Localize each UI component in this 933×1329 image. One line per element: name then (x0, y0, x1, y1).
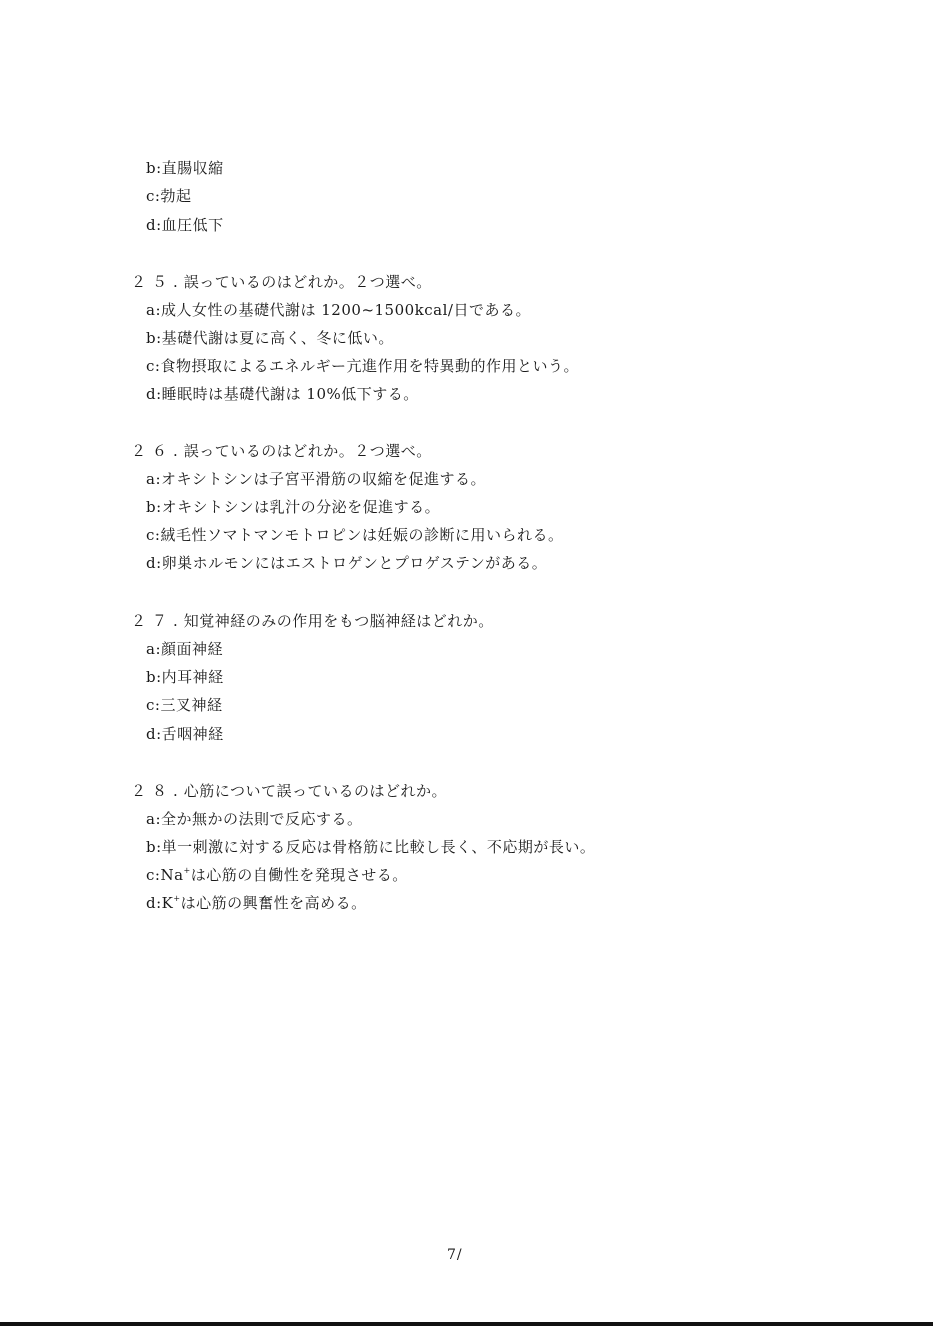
q25-option-b: b:基礎代謝は夏に高く、冬に低い。 (146, 329, 394, 347)
question-27 (131, 611, 494, 631)
question-number: ２８. (131, 782, 184, 800)
option-rest: は心筋の興奮性を高める。 (180, 894, 367, 912)
question-number: ２７. (131, 612, 184, 630)
question-26 (131, 441, 432, 461)
q28-option-b: b:単一刺激に対する反応は骨格筋に比較し長く、不応期が長い。 (146, 838, 596, 856)
option-prefix: c:Na (146, 866, 184, 884)
q24-option-d: d:血圧低下 (146, 216, 224, 234)
question-25 (131, 272, 432, 292)
option-rest: は心筋の自働性を発現させる。 (190, 866, 408, 884)
q27-option-a: a:顔面神経 (146, 640, 223, 658)
question-text: 誤っているのはどれか。２つ選べ。 (183, 442, 432, 460)
q24-option-c: c:勃起 (146, 187, 192, 205)
option-prefix: d:K (146, 894, 174, 912)
question-number: ２５. (131, 273, 184, 291)
question-number: ２６. (131, 442, 184, 460)
page-number: 7/ (447, 1247, 463, 1263)
q26-option-b: b:オキシトシンは乳汁の分泌を促進する。 (146, 498, 441, 516)
q25-option-d: d:睡眠時は基礎代謝は 10%低下する。 (146, 385, 419, 403)
q26-option-d: d:卵巣ホルモンにはエストロゲンとプロゲステンがある。 (146, 554, 548, 572)
superscript-plus: + (173, 894, 181, 903)
q28-option-a: a:全か無かの法則で反応する。 (146, 810, 363, 828)
q26-option-c: c:絨毛性ソマトマンモトロピンは妊娠の診断に用いられる。 (146, 526, 564, 544)
q24-option-b: b:直腸収縮 (146, 159, 224, 177)
scan-bottom-edge (0, 1322, 933, 1326)
q28-option-d (146, 893, 367, 913)
q27-option-b: b:内耳神経 (146, 668, 224, 686)
question-text: 知覚神経のみの作用をもつ脳神経はどれか。 (183, 612, 494, 630)
q25-option-a: a:成人女性の基礎代謝は 1200~1500kcal/日である。 (146, 301, 531, 319)
q26-option-a: a:オキシトシンは子宮平滑筋の収縮を促進する。 (146, 470, 486, 488)
question-28 (131, 781, 447, 801)
question-text: 誤っているのはどれか。２つ選べ。 (183, 273, 432, 291)
q25-option-c: c:食物摂取によるエネルギー亢進作用を特異動的作用という。 (146, 357, 579, 375)
q28-option-c (146, 865, 408, 885)
q27-option-c: c:三叉神経 (146, 696, 223, 714)
superscript-plus: + (183, 866, 191, 875)
question-text: 心筋について誤っているのはどれか。 (183, 782, 447, 800)
q27-option-d: d:舌咽神経 (146, 725, 224, 743)
